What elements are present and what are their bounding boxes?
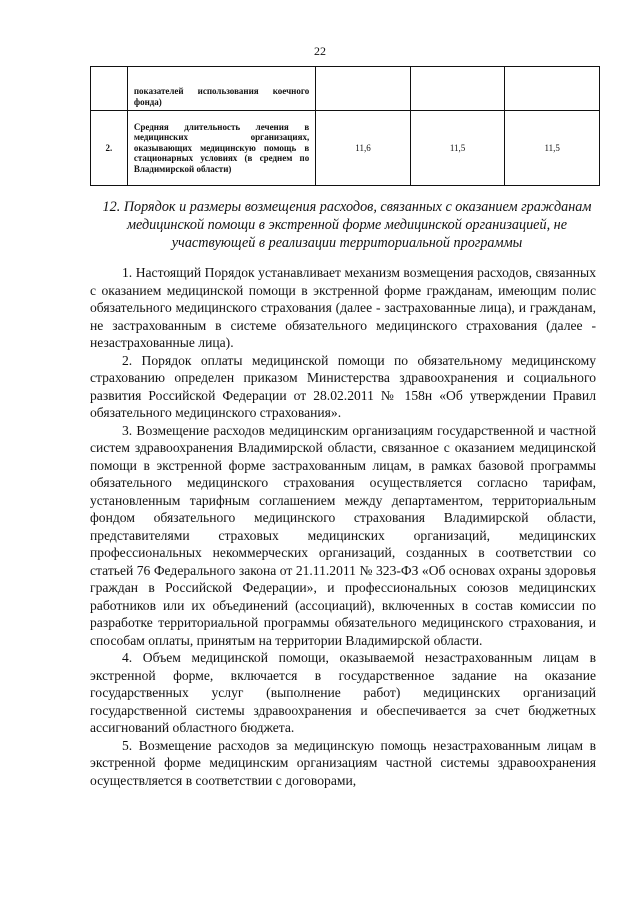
value-cell: 11,5 [410,111,505,186]
table-row [91,111,600,186]
page-number: 22 [314,44,326,58]
indicator-name-cell: Средняя длительность лечения в медицинских организациях, оказывающих медицинскую помощь в стационарных условиях (в среднем по Владимирской области) [127,111,315,186]
section-title: 12. Порядок и размеры возмещения расходов, связанных с оказанием гражданам медицинской помощи в экстренной форме медицинской организацией, не участвующей в реализации территориальной программы [102,199,592,251]
row-number-cell: 2. [91,111,128,186]
value-cell [316,67,411,111]
value-cell: 11,5 [505,111,600,186]
value-cell [505,67,600,111]
indicator-name-cell: показателей использования коечного фонда) [127,67,315,111]
paragraph-1: 1. Настоящий Порядок устанавливает механизм возмещения расходов, связанных с оказанием медицинской помощи в экстренной форме гражданам, имеющим полис обязательного медицинского страхования (далее - застрахованные лица), и гражданам, не застрахованным в системе обязательного медицинского страхования (далее - незастрахованные лица). [90,265,596,350]
paragraph-4: 4. Объем медицинской помощи, оказываемой незастрахованным лицам в экстренной форме, включается в государственное задание на оказание государственных услуг (выполнение работ) медицинских организаций государственной системы здравоохранения и обеспечивается за счет бюджетных ассигнований областного бюджета. [90,650,596,735]
paragraph-3: 3. Возмещение расходов медицинским организациям государственной и частной систем здравоохранения Владимирской области, связанное с оказанием медицинской помощи в экстренной форме застрахованным лицам, в рамках базовой программы обязательного медицинского страхования осуществляется согласно тарифам, установленным тарифным соглашением между департаментом, территориальным фондом обязательного медицинского страхования Владимирской области, представителями страховых медицинских организаций, медицинских профессиональных некоммерческих организаций, созданных в соответствии со статьей 76 Федерального закона от 21.11.2011 № 323-ФЗ «Об основах охраны здоровья граждан в Российской Федерации», и профессиональных союзов медицинских работников или их объединений (ассоциаций), включенных в состав комиссии по разработке территориальной программы обязательного медицинского страхования, и способам оплаты, принятым на территории Владимирской области. [90,422,596,648]
paragraph-2: 2. Порядок оплаты медицинской помощи по обязательному медицинскому страхованию определен приказом Министерства здравоохранения и социального развития Российской Федерации от 28.02.2011 № 158н «Об утверждении Правил обязательного медицинского страхования». [90,352,596,420]
table-row [91,67,600,111]
value-cell: 11,6 [316,111,411,186]
value-cell [410,67,505,111]
row-number-cell [91,67,128,111]
indicator-table [90,66,600,186]
body-text [90,264,596,789]
paragraph-5: 5. Возмещение расходов за медицинскую помощь незастрахованным лицам в экстренной форме медицинским организациям частной системы здравоохранения осуществляется в соответствии с договорами, [90,737,596,788]
